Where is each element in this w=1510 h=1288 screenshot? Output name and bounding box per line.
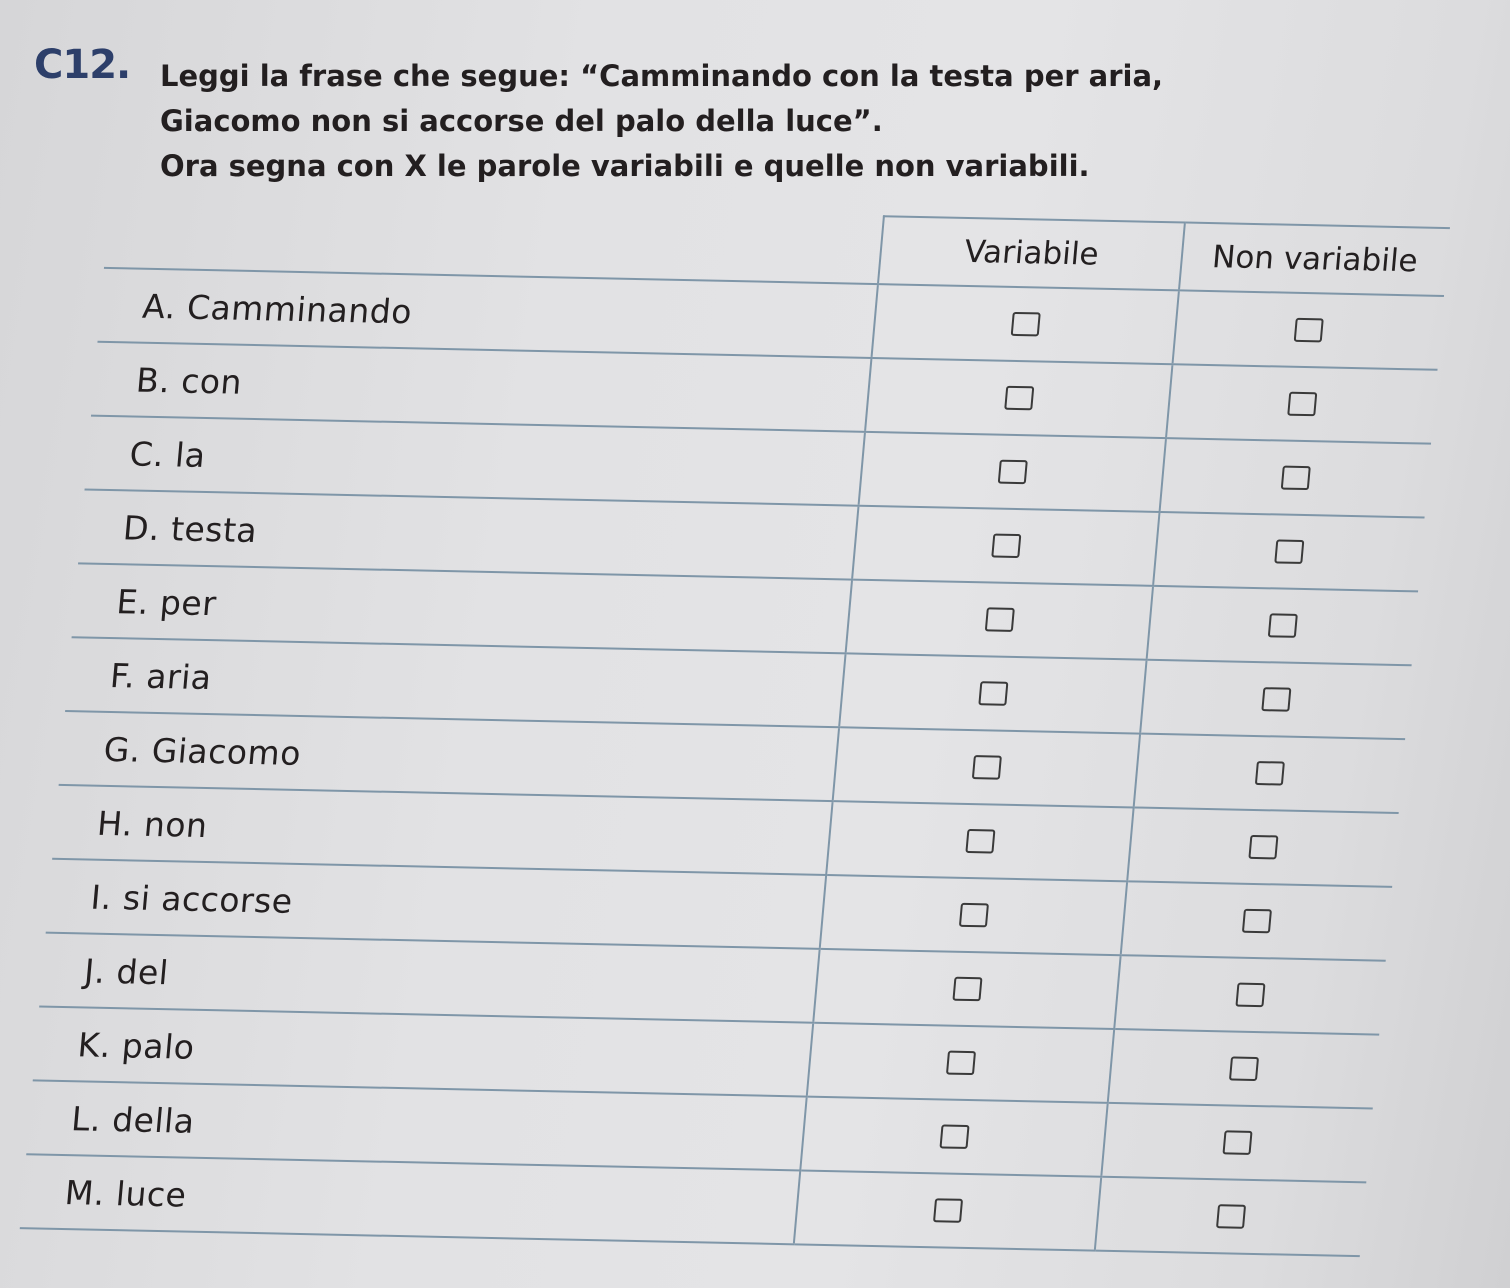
cell-non-variabile — [1101, 1103, 1373, 1182]
cell-non-variabile — [1121, 881, 1393, 960]
cell-variabile — [826, 801, 1133, 881]
cell-non-variabile — [1114, 955, 1386, 1034]
checkbox-variabile[interactable] — [984, 607, 1014, 632]
cell-variabile — [833, 727, 1140, 807]
cell-non-variabile — [1095, 1177, 1367, 1256]
cell-variabile — [839, 653, 1146, 733]
checkbox-variabile[interactable] — [978, 681, 1008, 706]
instruction-line-3: Ora segna con X le parole variabili e quelle non variabili. — [160, 149, 1090, 183]
cell-non-variabile — [1134, 734, 1406, 813]
checkbox-non-variabile[interactable] — [1287, 392, 1317, 417]
exercise-number: C12. — [34, 42, 131, 88]
checkbox-non-variabile[interactable] — [1274, 539, 1304, 564]
exercise-table — [20, 199, 1450, 1257]
instruction-line-2: Giacomo non si accorse del palo della luce”. — [160, 104, 883, 138]
checkbox-non-variabile[interactable] — [1222, 1130, 1252, 1155]
checkbox-variabile[interactable] — [991, 533, 1021, 558]
word-label: B. con — [91, 342, 872, 432]
checkbox-non-variabile[interactable] — [1268, 613, 1298, 638]
cell-variabile — [813, 949, 1120, 1029]
cell-non-variabile — [1127, 807, 1399, 886]
checkbox-variabile[interactable] — [946, 1051, 976, 1076]
cell-non-variabile — [1166, 364, 1438, 443]
word-label: G. Giacomo — [59, 711, 840, 801]
cell-variabile — [852, 506, 1159, 586]
cell-variabile — [872, 284, 1179, 364]
word-label: K. palo — [33, 1007, 814, 1097]
word-label: D. testa — [78, 489, 859, 579]
checkbox-variabile[interactable] — [971, 755, 1001, 780]
checkbox-non-variabile[interactable] — [1255, 761, 1285, 786]
cell-variabile — [846, 580, 1153, 660]
cell-variabile — [865, 358, 1172, 438]
checkbox-variabile[interactable] — [939, 1124, 969, 1149]
checkbox-variabile[interactable] — [952, 977, 982, 1002]
checkbox-variabile[interactable] — [1010, 312, 1040, 337]
cell-non-variabile — [1172, 290, 1444, 369]
word-label: M. luce — [20, 1154, 801, 1244]
cell-variabile — [859, 432, 1166, 512]
checkbox-non-variabile[interactable] — [1248, 835, 1278, 860]
checkbox-non-variabile[interactable] — [1229, 1056, 1259, 1081]
exercise-instruction — [160, 54, 1163, 189]
cell-non-variabile — [1160, 438, 1432, 517]
checkbox-non-variabile[interactable] — [1281, 466, 1311, 491]
checkbox-non-variabile[interactable] — [1235, 983, 1265, 1008]
cell-variabile — [800, 1097, 1107, 1177]
checkbox-non-variabile[interactable] — [1216, 1204, 1246, 1229]
checkbox-non-variabile[interactable] — [1261, 687, 1291, 712]
column-header-variabile: Variabile — [878, 216, 1185, 290]
word-label: J. del — [39, 933, 820, 1023]
checkbox-non-variabile[interactable] — [1242, 909, 1272, 934]
instruction-line-1: Leggi la frase che segue: “Camminando con la testa per aria, — [160, 59, 1164, 93]
cell-non-variabile — [1153, 512, 1425, 591]
word-label: E. per — [72, 563, 853, 653]
word-label: I. si accorse — [46, 859, 827, 949]
checkbox-variabile[interactable] — [958, 903, 988, 928]
word-label: C. la — [85, 416, 866, 506]
cell-non-variabile — [1140, 660, 1412, 739]
cell-variabile — [820, 875, 1127, 955]
checkbox-variabile[interactable] — [997, 460, 1027, 485]
cell-non-variabile — [1108, 1029, 1380, 1108]
column-header-non-variabile: Non variabile — [1179, 223, 1450, 296]
exercise-table-wrapper — [0, 195, 1510, 1255]
checkbox-variabile[interactable] — [965, 829, 995, 854]
cell-variabile — [794, 1170, 1101, 1250]
word-label: H. non — [52, 785, 833, 875]
table-body — [20, 268, 1444, 1256]
checkbox-variabile[interactable] — [1004, 386, 1034, 411]
word-label: L. della — [26, 1080, 807, 1170]
word-label: F. aria — [65, 637, 846, 727]
word-label: A. Camminando — [97, 268, 878, 358]
cell-variabile — [807, 1023, 1114, 1103]
checkbox-variabile[interactable] — [933, 1198, 963, 1223]
checkbox-non-variabile[interactable] — [1294, 318, 1324, 343]
cell-non-variabile — [1147, 586, 1419, 665]
